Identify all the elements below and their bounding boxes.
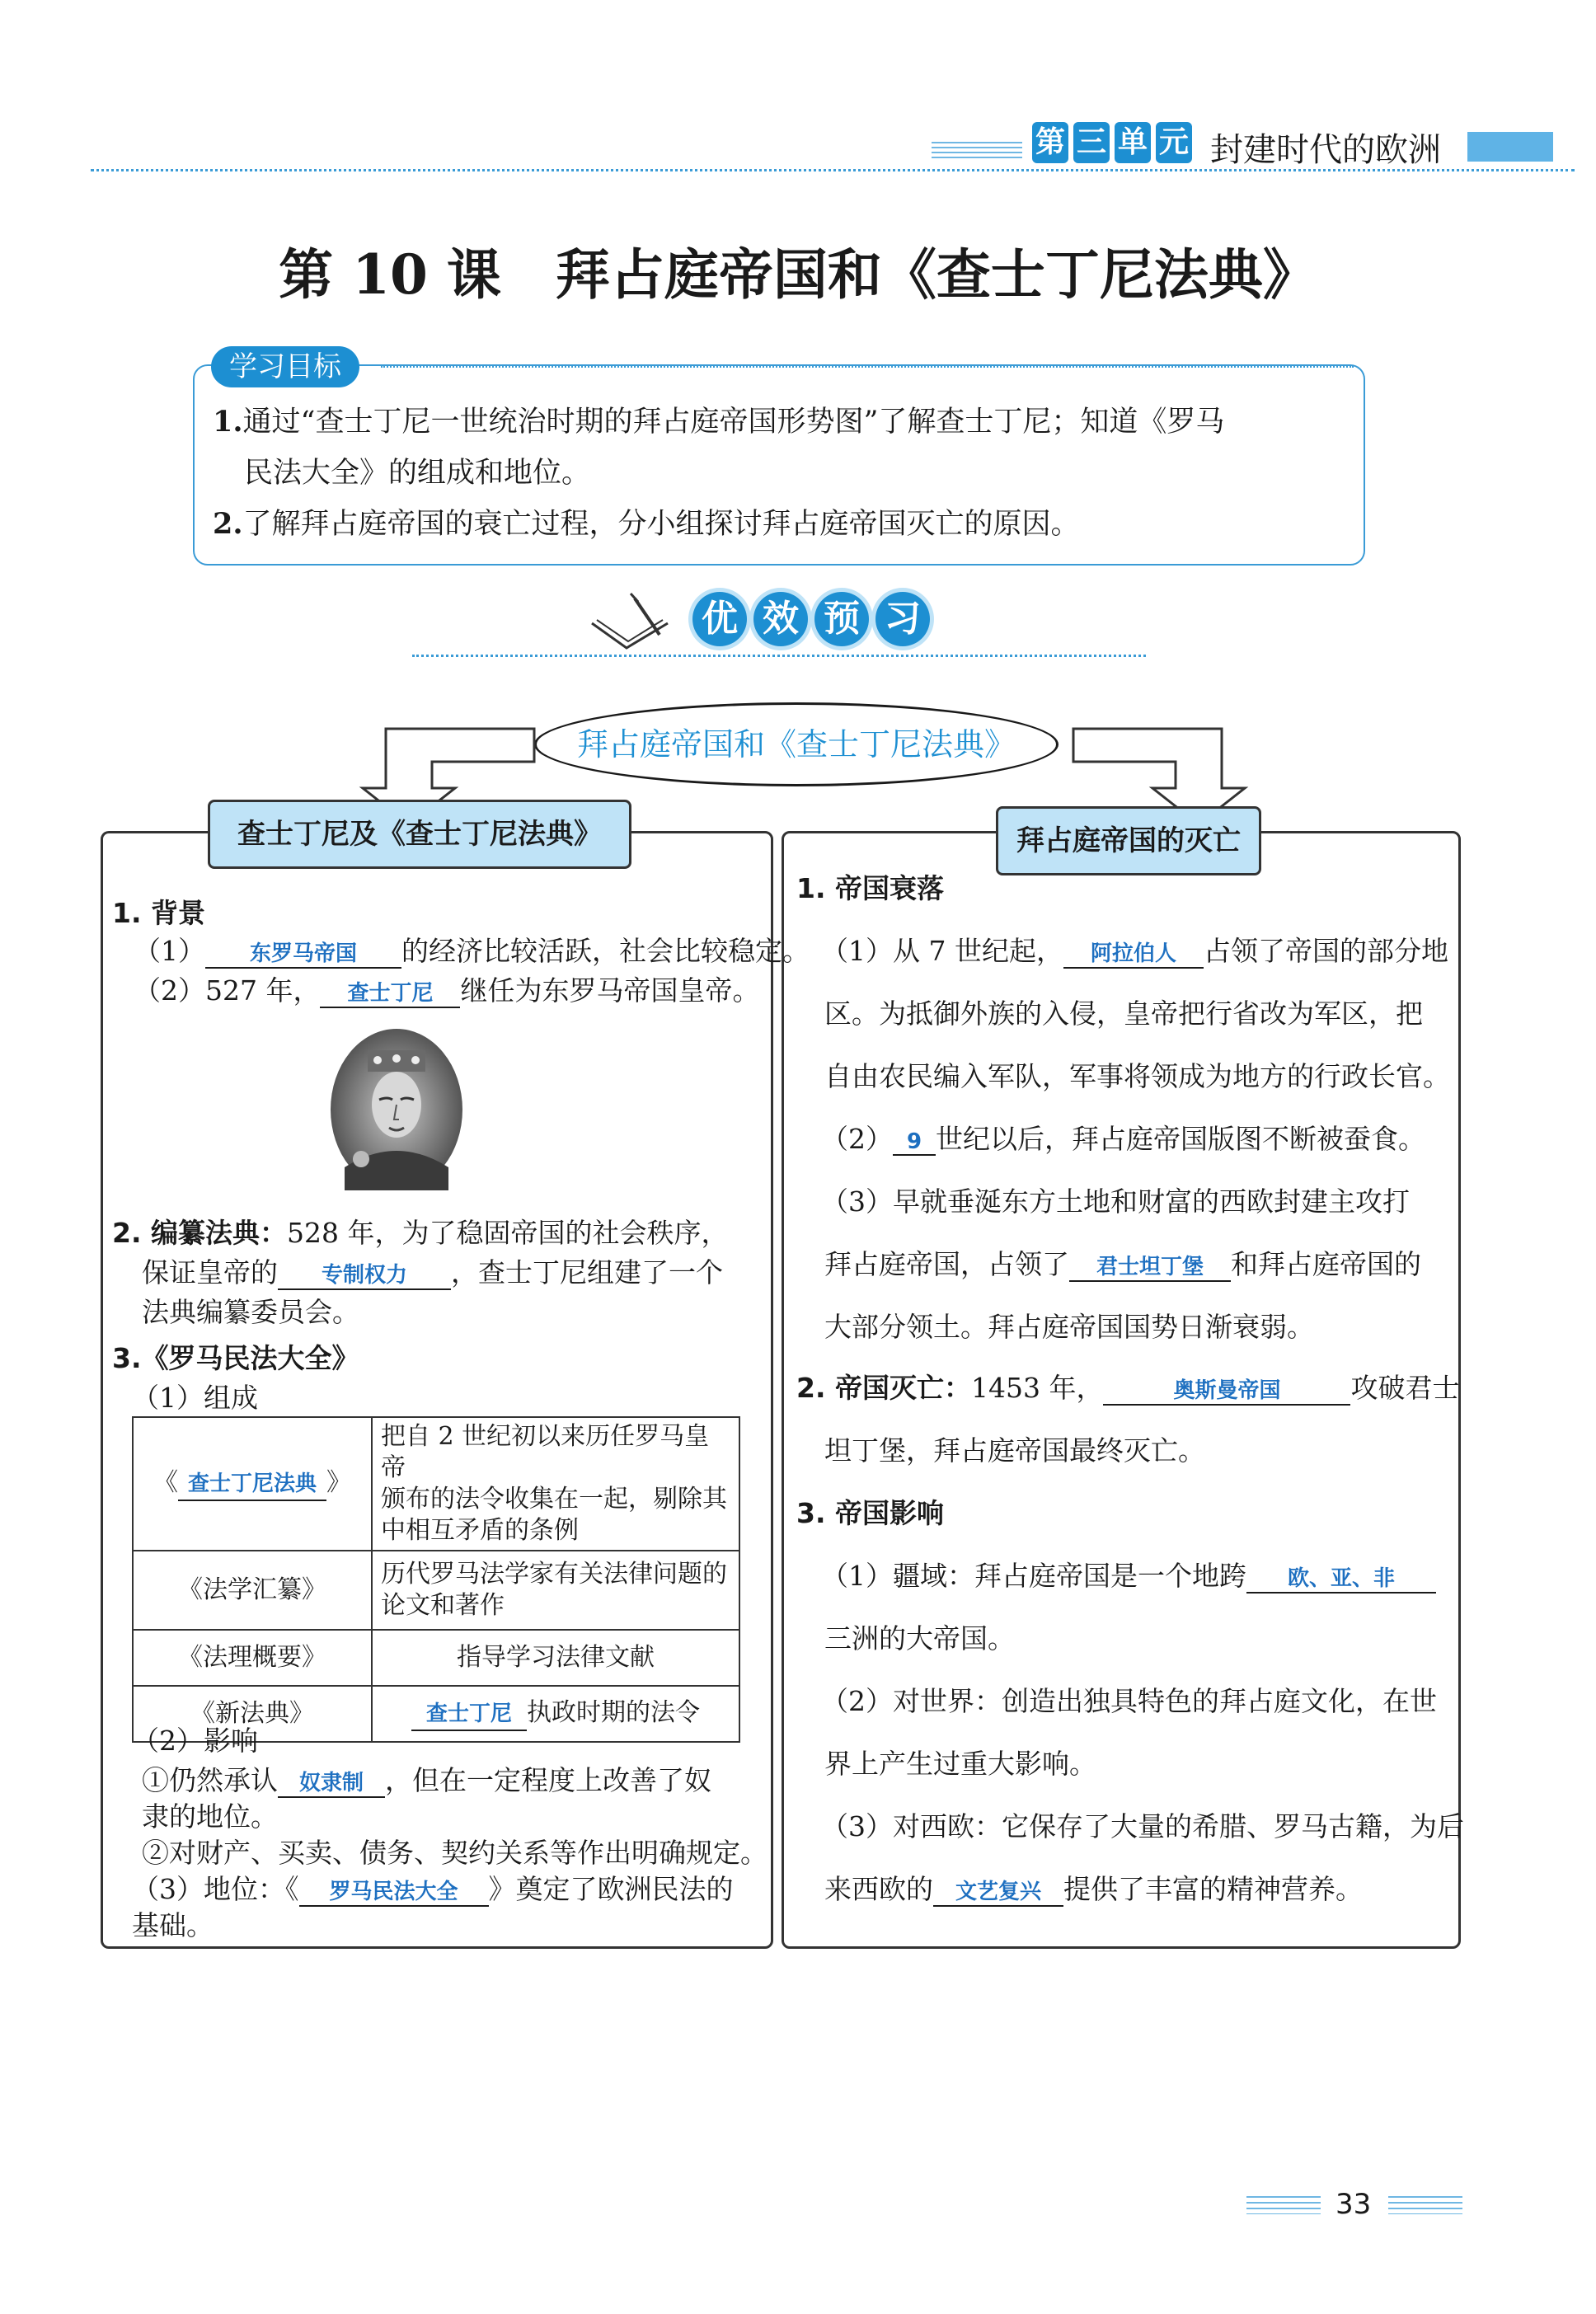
answer-blank: 9 bbox=[893, 1129, 936, 1156]
left-background-a: （1） 东罗马帝国 的经济比较活跃，社会比较稳定。 bbox=[134, 935, 810, 967]
objective-2: 2.了解拜占庭帝国的衰亡过程，分小组探讨拜占庭帝国灭亡的原因。 bbox=[213, 507, 1080, 541]
unit-char: 三 bbox=[1073, 122, 1110, 163]
right-decline-a: （1）从 7 世纪起， 阿拉伯人 占领了帝国的部分地 bbox=[821, 935, 1448, 967]
banner-char: 优 bbox=[692, 592, 747, 646]
right-decline-c-line3: 大部分领土。拜占庭帝国国势日渐衰弱。 bbox=[824, 1311, 1314, 1343]
table-row bbox=[133, 1417, 739, 1551]
answer-blank: 查士丁尼 bbox=[320, 976, 460, 1008]
right-impact-2-cont: 界上产生过重大影响。 bbox=[824, 1748, 1096, 1780]
objective-1-cont: 民法大全》的组成和地位。 bbox=[244, 457, 591, 490]
left-section-1-title: 1. 背景 bbox=[112, 897, 205, 929]
unit-char: 单 bbox=[1115, 122, 1151, 163]
left-impact-1-cont: 隶的地位。 bbox=[142, 1800, 278, 1833]
left-panel-tag: 查士丁尼及《查士丁尼法典》 bbox=[208, 800, 631, 869]
answer-blank: 罗马民法大全 bbox=[299, 1875, 489, 1907]
right-impact-1: （1）疆域：拜占庭帝国是一个地跨 欧、亚、非 bbox=[821, 1555, 1436, 1594]
answer-blank: 东罗马帝国 bbox=[205, 936, 401, 969]
left-background-b: （2）527 年， 查士丁尼 继任为东罗马帝国皇帝。 bbox=[134, 974, 760, 1007]
left-section-3-title: 3.《罗马民法大全》 bbox=[112, 1342, 359, 1374]
left-impact-label: （2）影响 bbox=[132, 1725, 258, 1757]
footer-decoration bbox=[1388, 2196, 1462, 2214]
unit-char: 第 bbox=[1032, 122, 1068, 163]
page-title: 第 10 课 拜占庭帝国和《查士丁尼法典》 bbox=[279, 242, 1317, 307]
answer-blank: 欧、亚、非 bbox=[1246, 1561, 1436, 1594]
right-impact-3-cont: 来西欧的 文艺复兴 提供了丰富的精神营养。 bbox=[824, 1873, 1363, 1905]
page-number: 33 bbox=[1335, 2188, 1372, 2221]
footer-decoration bbox=[1246, 2196, 1321, 2214]
banner-char: 效 bbox=[753, 592, 808, 646]
right-decline-a-line2: 区。为抵御外族的入侵，皇帝把行省改为军区，把 bbox=[824, 997, 1423, 1030]
answer-blank: 查士丁尼法典 bbox=[178, 1468, 326, 1501]
header-divider bbox=[91, 169, 1575, 171]
table-cell: 《法理概要》 bbox=[133, 1630, 372, 1686]
left-impact-1: ①仍然承认 奴隶制 ，但在一定程度上改善了奴 bbox=[142, 1764, 711, 1796]
left-composition-label: （1）组成 bbox=[132, 1382, 258, 1414]
answer-blank: 查士丁尼 bbox=[411, 1698, 527, 1731]
banner-divider bbox=[412, 655, 1146, 657]
objectives-tag: 学习目标 bbox=[211, 346, 359, 387]
right-decline-a-line3: 自由农民编入军队，军事将领成为地方的行政长官。 bbox=[824, 1060, 1450, 1092]
justinian-portrait bbox=[328, 1027, 465, 1192]
pen-book-icon bbox=[585, 590, 676, 653]
objective-1: 1.通过“查士丁尼一世统治时期的拜占庭帝国形势图”了解查士丁尼；知道《罗马 bbox=[213, 405, 1225, 439]
answer-blank: 专制权力 bbox=[278, 1258, 451, 1290]
unit-char: 元 bbox=[1156, 122, 1192, 163]
right-section-2-line2: 坦丁堡，拜占庭帝国最终灭亡。 bbox=[824, 1434, 1205, 1467]
table-cell: 《法学汇纂》 bbox=[133, 1551, 372, 1630]
right-panel-tag: 拜占庭帝国的灭亡 bbox=[996, 806, 1261, 875]
left-section-2-line2: 保证皇帝的 专制权力 ，查士丁尼组建了一个 bbox=[142, 1256, 723, 1288]
objectives-divider bbox=[381, 366, 1354, 368]
answer-blank: 奥斯曼帝国 bbox=[1103, 1373, 1350, 1406]
left-section-2-title: 2. 编纂法典： bbox=[112, 1217, 287, 1249]
center-topic: 拜占庭帝国和《查士丁尼法典》 bbox=[534, 702, 1059, 786]
right-section-2-title: 2. 帝国灭亡： bbox=[796, 1372, 971, 1404]
right-impact-2: （2）对世界：创造出独具特色的拜占庭文化，在世 bbox=[821, 1685, 1437, 1717]
banner-char: 预 bbox=[814, 592, 869, 646]
right-section-3-title: 3. 帝国影响 bbox=[796, 1497, 944, 1529]
table-cell: 指导学习法律文献 bbox=[372, 1630, 739, 1686]
table-row bbox=[133, 1630, 739, 1686]
unit-badge bbox=[1032, 122, 1192, 163]
unit-title: 封建时代的欧洲 bbox=[1210, 131, 1441, 169]
table-cell: 《新法典》 bbox=[133, 1686, 372, 1742]
right-decline-c-line2: 拜占庭帝国，占领了 君士坦丁堡 和拜占庭帝国的 bbox=[824, 1248, 1421, 1280]
left-impact-2: ②对财产、买卖、债务、契约关系等作出明确规定。 bbox=[142, 1837, 767, 1869]
answer-blank: 奴隶制 bbox=[278, 1766, 385, 1798]
answer-blank: 君士坦丁堡 bbox=[1069, 1250, 1231, 1282]
answer-blank: 文艺复兴 bbox=[933, 1875, 1063, 1907]
table-cell: 查士丁尼 执政时期的法令 bbox=[372, 1686, 739, 1742]
left-section-2: 2. 编纂法典：528 年，为了稳固帝国的社会秩序， bbox=[112, 1217, 729, 1249]
header-bar bbox=[1467, 132, 1553, 162]
right-section-1-title: 1. 帝国衰落 bbox=[796, 872, 944, 904]
table-row bbox=[133, 1551, 739, 1630]
left-status-cont: 基础。 bbox=[132, 1909, 214, 1941]
law-composition-table bbox=[132, 1416, 740, 1743]
left-section-2-line3: 法典编纂委员会。 bbox=[142, 1296, 359, 1328]
right-impact-3: （3）对西欧：它保存了大量的希腊、罗马古籍，为后 bbox=[821, 1810, 1464, 1842]
right-section-2: 2. 帝国灭亡：1453 年， 奥斯曼帝国 攻破君士 bbox=[796, 1372, 1460, 1404]
table-cell: 把自 2 世纪初以来历任罗马皇帝 颁布的法令收集在一起，剔除其 中相互矛盾的条例 bbox=[372, 1417, 739, 1551]
banner-char: 习 bbox=[875, 592, 930, 646]
left-status: （3）地位：《 罗马民法大全 》奠定了欧洲民法的 bbox=[132, 1873, 734, 1905]
right-decline-b: （2） 9 世纪以后，拜占庭帝国版图不断被蚕食。 bbox=[821, 1123, 1425, 1155]
answer-blank: 阿拉伯人 bbox=[1063, 936, 1204, 969]
right-decline-c: （3）早就垂涎东方土地和财富的西欧封建主攻打 bbox=[821, 1185, 1410, 1218]
right-impact-1-cont: 三洲的大帝国。 bbox=[824, 1622, 1015, 1655]
header-decoration bbox=[932, 142, 1022, 158]
table-cell: 历代罗马法学家有关法律问题的 论文和著作 bbox=[372, 1551, 739, 1630]
table-cell: 《 查士丁尼法典 》 bbox=[133, 1417, 372, 1551]
preview-banner bbox=[692, 592, 930, 646]
